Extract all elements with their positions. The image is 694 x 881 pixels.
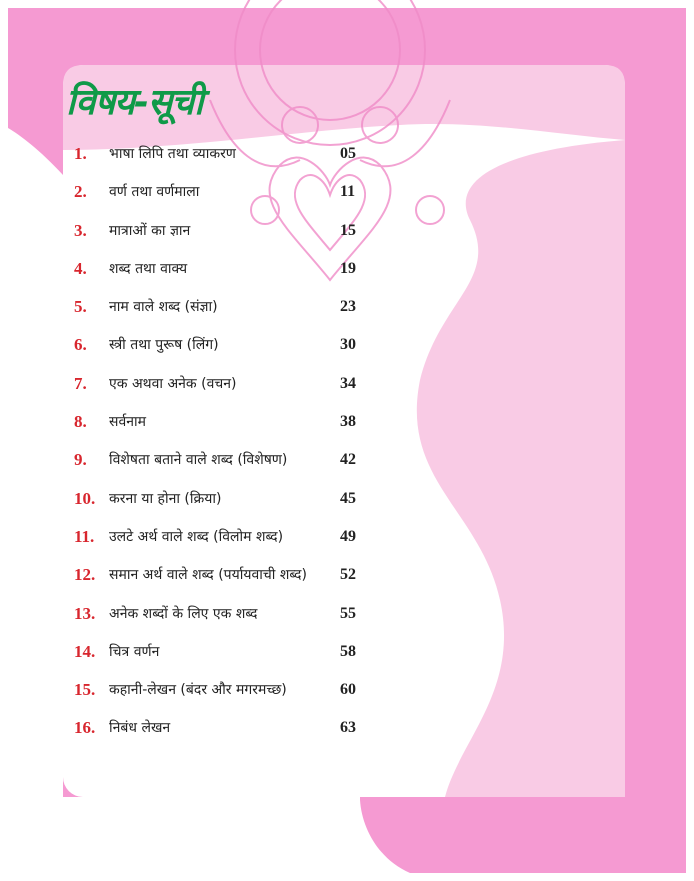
page-number: 38: [340, 413, 356, 431]
chapter-number: 4.: [74, 258, 87, 278]
chapter-title: करना या होना (क्रिया): [109, 490, 222, 507]
page-number: 49: [340, 527, 356, 545]
toc-entry[interactable]: [74, 218, 374, 256]
toc-entry[interactable]: [74, 562, 374, 600]
page-number: 45: [340, 489, 356, 507]
page-number: 52: [340, 566, 356, 584]
chapter-number: 11.: [74, 526, 95, 546]
toc-entry[interactable]: [74, 715, 374, 753]
chapter-number: 5.: [74, 297, 87, 317]
toc-entry[interactable]: [74, 294, 374, 332]
toc-entry[interactable]: [74, 141, 374, 179]
page-number: 23: [340, 298, 356, 316]
chapter-title: निबंध लेखन: [109, 720, 171, 737]
toc-entry[interactable]: [74, 256, 374, 294]
toc-entry[interactable]: [74, 447, 374, 485]
page-number: 15: [340, 221, 356, 239]
chapter-title: उलटे अर्थ वाले शब्द (विलोम शब्द): [109, 528, 284, 545]
page-number: 42: [340, 451, 356, 469]
toc-entry[interactable]: [74, 371, 374, 409]
chapter-number: 2.: [74, 182, 87, 202]
chapter-title: समान अर्थ वाले शब्द (पर्यायवाची शब्द): [109, 567, 307, 584]
page-number: 11: [340, 183, 356, 201]
chapter-number: 14.: [74, 641, 96, 661]
page-number: 05: [340, 145, 356, 162]
page-number: 63: [340, 719, 356, 737]
chapter-title: अनेक शब्दों के लिए एक शब्द: [109, 605, 258, 622]
chapter-title: कहानी-लेखन (बंदर और मगरमच्छ): [109, 682, 287, 699]
chapter-number: 1.: [74, 144, 87, 163]
toc-entry[interactable]: [74, 524, 374, 562]
toc-entry[interactable]: [74, 639, 374, 677]
page-number: 34: [340, 374, 356, 392]
table-of-contents: [74, 141, 374, 754]
chapter-title: चित्र वर्णन: [109, 643, 160, 660]
chapter-title: नाम वाले शब्द (संज्ञा): [109, 299, 218, 316]
page-number: 19: [340, 259, 356, 277]
chapter-number: 7.: [74, 373, 87, 393]
page-number: 60: [340, 681, 356, 699]
page-number: 30: [340, 336, 356, 354]
chapter-number: 10.: [74, 488, 96, 508]
chapter-number: 6.: [74, 335, 87, 355]
page-number: 58: [340, 642, 356, 660]
chapter-number: 9.: [74, 450, 87, 470]
toc-entry[interactable]: [74, 409, 374, 447]
toc-entry[interactable]: [74, 486, 374, 524]
chapter-title: शब्द तथा वाक्य: [109, 260, 188, 277]
page-number: 55: [340, 604, 356, 622]
chapter-number: 13.: [74, 603, 96, 623]
toc-entry[interactable]: [74, 601, 374, 639]
chapter-number: 12.: [74, 565, 96, 585]
chapter-number: 15.: [74, 680, 96, 700]
toc-entry[interactable]: [74, 179, 374, 217]
toc-entry[interactable]: [74, 332, 374, 370]
toc-entry[interactable]: [74, 677, 374, 715]
chapter-title: विशेषता बताने वाले शब्द (विशेषण): [109, 452, 288, 469]
chapter-number: 3.: [74, 220, 87, 240]
chapter-title: एक अथवा अनेक (वचन): [109, 375, 237, 392]
chapter-title: स्त्री तथा पुरूष (लिंग): [109, 337, 219, 354]
chapter-title: भाषा लिपि तथा व्याकरण: [109, 146, 236, 162]
chapter-title: मात्राओं का ज्ञान: [109, 222, 191, 239]
chapter-number: 16.: [74, 718, 96, 738]
chapter-number: 8.: [74, 412, 87, 432]
page-title: विषय-सूची: [66, 82, 203, 123]
chapter-title: वर्ण तथा वर्णमाला: [109, 184, 200, 201]
chapter-title: सर्वनाम: [109, 414, 147, 431]
